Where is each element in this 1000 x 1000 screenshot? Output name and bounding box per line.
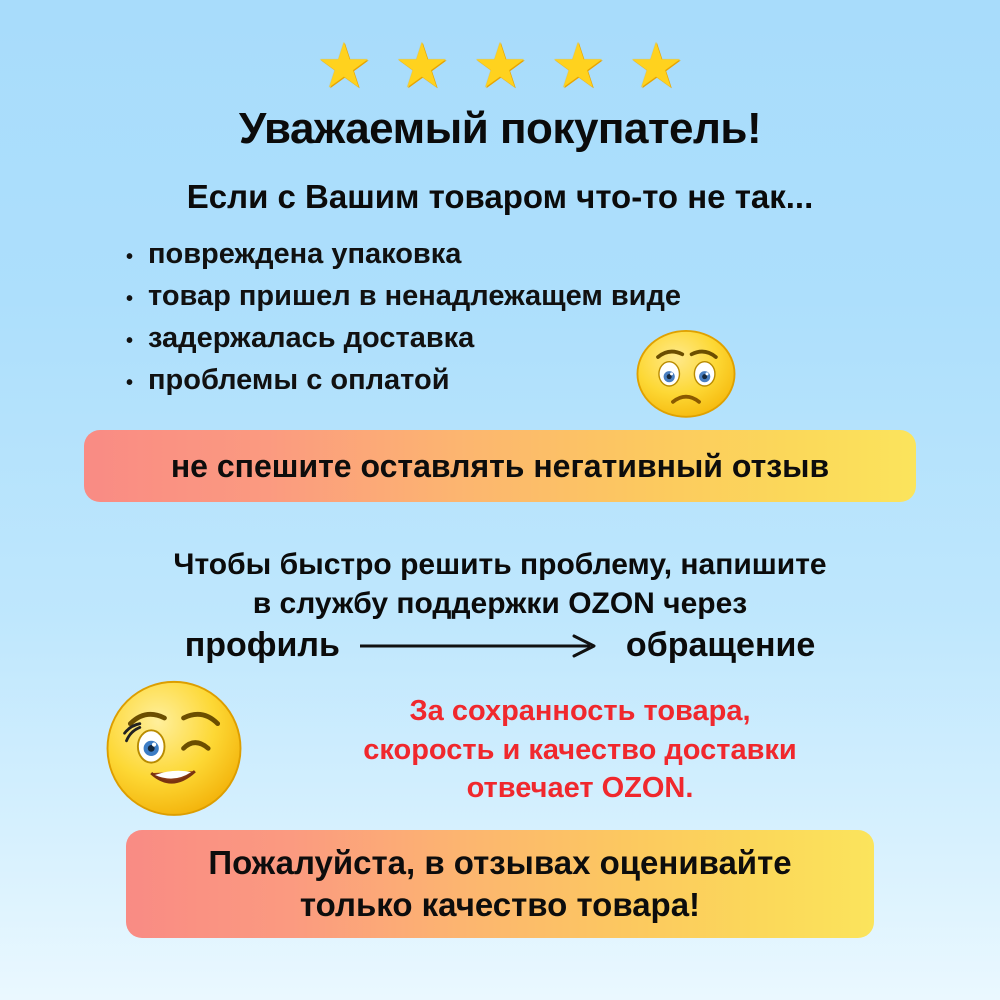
star-icon: ★ [628, 32, 684, 101]
star-icon: ★ [316, 32, 372, 101]
winking-face-emoji [98, 672, 250, 820]
support-path [0, 626, 1000, 665]
request-banner-line-2: только качество товара! [299, 886, 701, 923]
path-step-profile: профиль [184, 626, 340, 664]
page-subtitle: Если с Вашим товаром что-то не так... [186, 178, 814, 215]
request-banner-line-1: Пожалуйста, в отзывах оценивайте [208, 843, 792, 881]
bullet-dot-icon: • [126, 288, 134, 310]
star-icon: ★ [550, 32, 606, 101]
request-banner [126, 830, 874, 938]
list-item-label: повреждена упаковка [148, 238, 462, 270]
list-item-label: задержалась доставка [148, 322, 475, 354]
sad-face-emoji [630, 325, 742, 419]
bullet-dot-icon: • [126, 246, 134, 268]
star-rating [0, 32, 1000, 101]
arrow-right-icon [358, 631, 608, 661]
star-icon: ★ [472, 32, 528, 101]
responsibility-note [250, 692, 910, 808]
star-icon: ★ [394, 32, 450, 101]
warning-banner-text: не спешите оставлять негативный отзыв [170, 447, 830, 484]
bullet-dot-icon: • [126, 330, 134, 352]
responsibility-note-line-3: отвечает OZON. [466, 772, 694, 805]
instruction-line-1: Чтобы быстро решить проблему, напишите [173, 548, 827, 581]
instruction-line-2: в службу поддержки OZON через [252, 587, 748, 620]
path-step-request: обращение [625, 626, 816, 664]
list-item-label: проблемы с оплатой [148, 364, 450, 396]
list-item [126, 238, 826, 271]
warning-banner [84, 430, 916, 502]
instruction-block [0, 545, 1000, 623]
bullet-dot-icon: • [126, 372, 134, 394]
responsibility-note-line-1: За сохранность товара, [409, 695, 751, 727]
list-item [126, 280, 826, 313]
list-item-label: товар пришел в ненадлежащем виде [148, 280, 682, 312]
responsibility-note-line-2: скорость и качество доставки [363, 733, 797, 766]
page-title: Уважаемый покупатель! [238, 104, 762, 153]
